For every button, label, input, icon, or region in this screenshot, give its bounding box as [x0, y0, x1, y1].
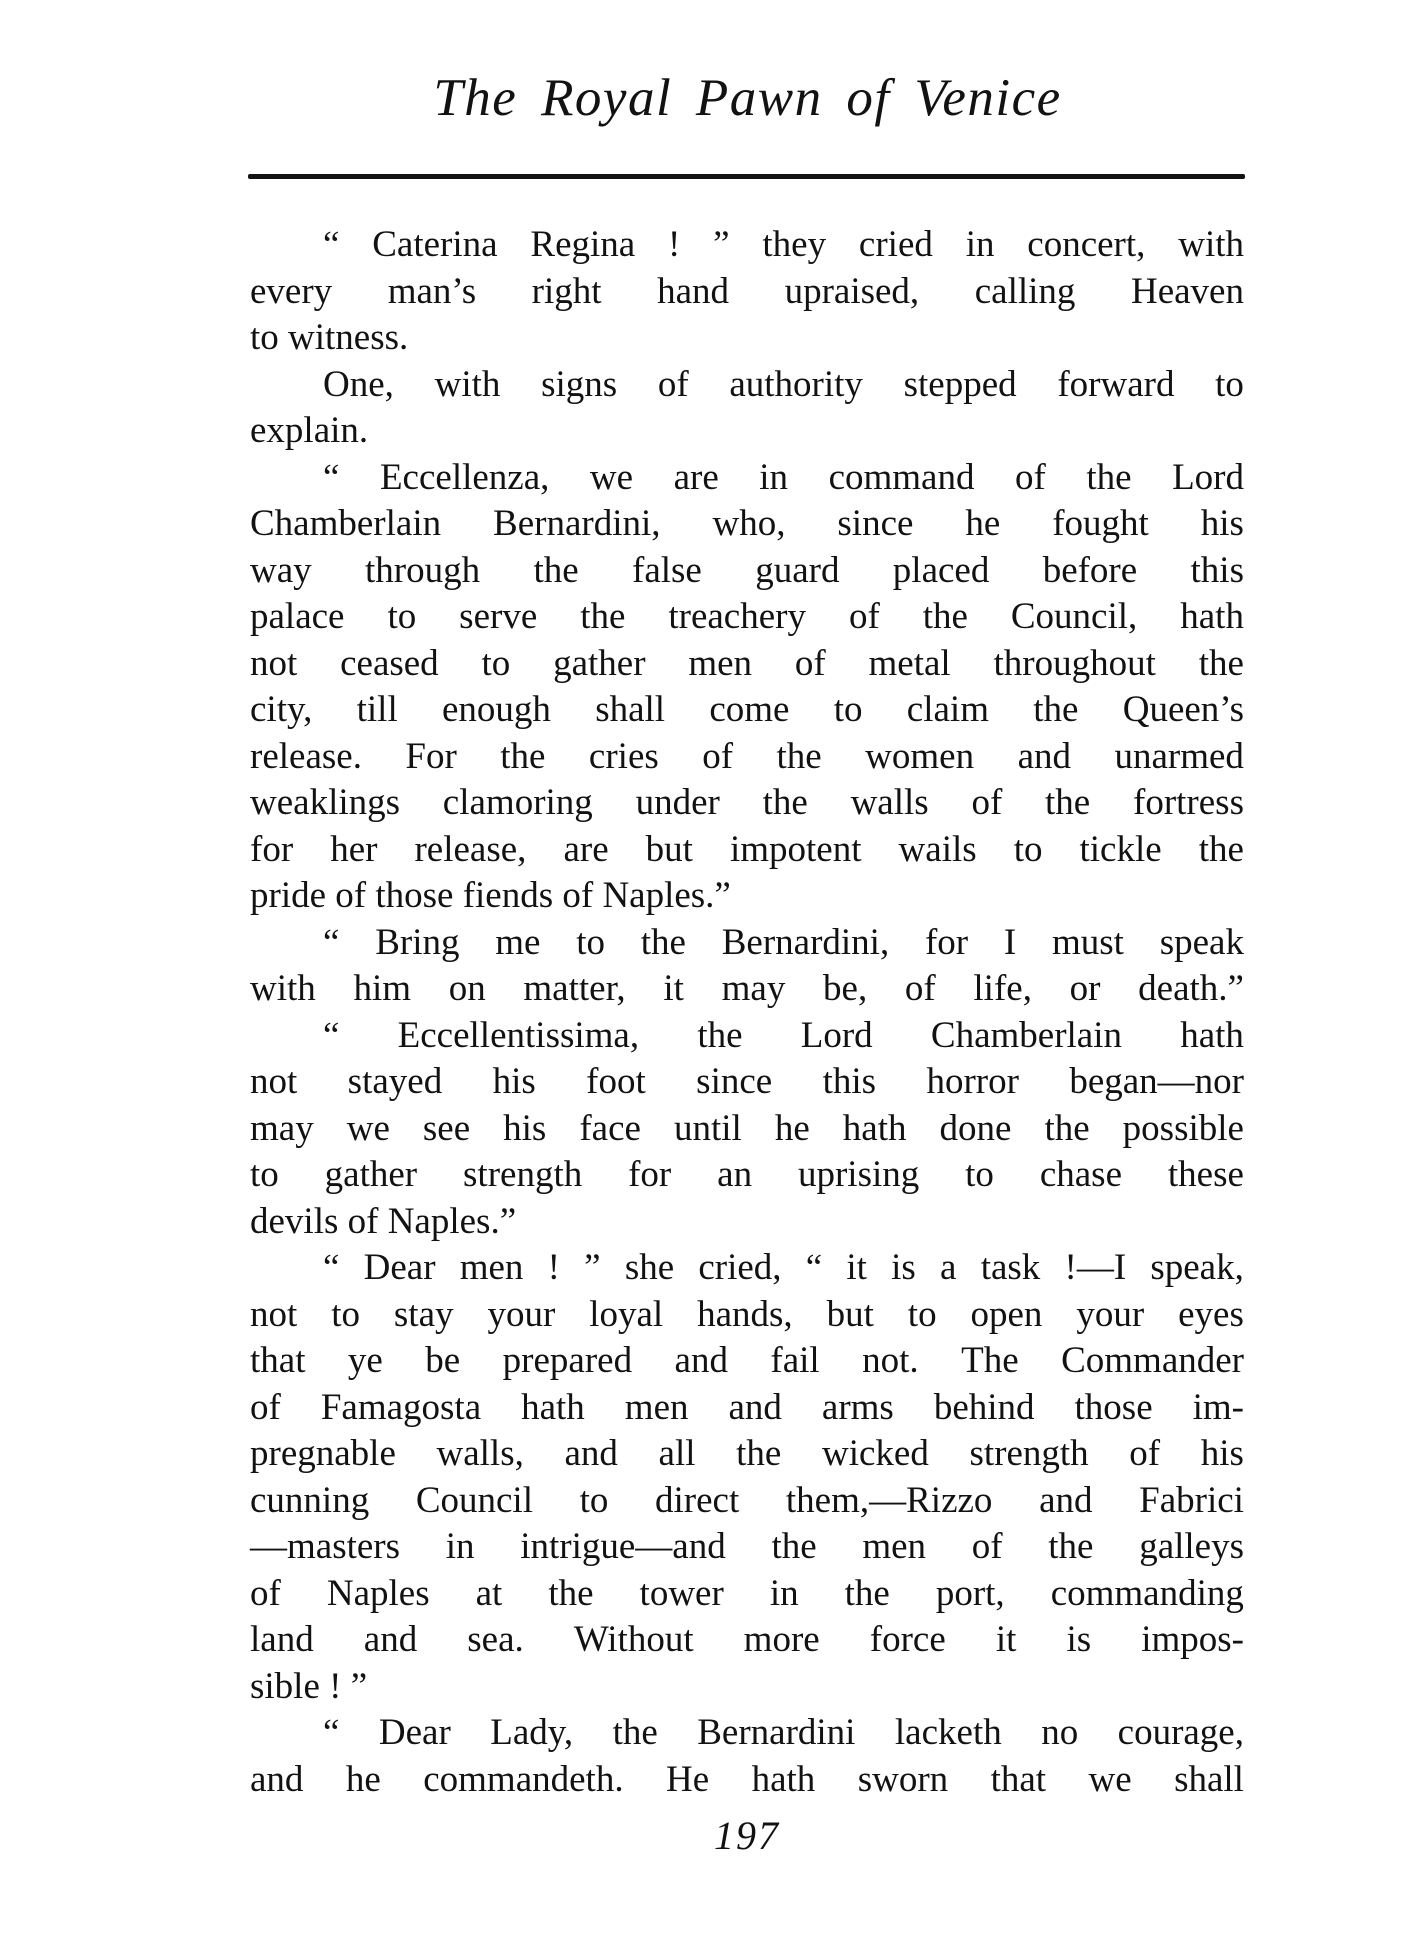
text-line: weaklings clamoring under the walls of the fortress	[250, 782, 1244, 823]
text-line: not ceased to gather men of metal throughout the	[250, 642, 1244, 684]
text-line: with him on matter, it may be, of life, or death.”	[250, 968, 1244, 1009]
text-line: pride of those fiends of Naples.”	[250, 875, 731, 916]
text-line: explain.	[250, 410, 369, 451]
header-rule	[248, 174, 1245, 179]
page-text	[250, 222, 1244, 1803]
text-line: may we see his face until he hath done the possible	[250, 1107, 1244, 1149]
running-title: The Royal Pawn of Venice	[433, 69, 1062, 127]
text-line: “ Caterina Regina ! ” they cried in concert, with	[323, 224, 1244, 265]
text-line: devils of Naples.”	[250, 1200, 517, 1242]
text-line: way through the false guard placed before this	[250, 549, 1244, 591]
text-line: for her release, are but impotent wails to tickle the	[250, 828, 1244, 870]
text-line: “ Eccellentissima, the Lord Chamberlain hath	[323, 1014, 1244, 1056]
text-line: One, with signs of authority stepped forward to	[323, 363, 1244, 405]
text-line: that ye be prepared and fail not. The Commander	[250, 1340, 1244, 1381]
page-number: 197	[714, 1813, 780, 1858]
text-line: sible ! ”	[250, 1665, 368, 1707]
text-line: of Naples at the tower in the port, commanding	[250, 1572, 1244, 1614]
text-line: city, till enough shall come to claim the Queen’s	[250, 689, 1244, 730]
text-line: “ Dear men ! ” she cried, “ it is a task !—I speak,	[323, 1247, 1244, 1288]
text-line: pregnable walls, and all the wicked strength of his	[250, 1433, 1244, 1474]
text-line: not to stay your loyal hands, but to open your eyes	[250, 1293, 1244, 1335]
text-line: to gather strength for an uprising to chase these	[250, 1154, 1244, 1195]
text-line: to witness.	[250, 317, 409, 358]
text-line: palace to serve the treachery of the Council, hath	[250, 596, 1244, 637]
text-line: Chamberlain Bernardini, who, since he fought his	[250, 503, 1244, 544]
text-line: land and sea. Without more force it is impos-	[250, 1619, 1244, 1660]
text-line: every man’s right hand upraised, calling Heaven	[250, 270, 1244, 312]
text-line: not stayed his foot since this horror began—nor	[250, 1061, 1244, 1102]
text-line: of Famagosta hath men and arms behind those im-	[250, 1386, 1244, 1428]
text-line: release. For the cries of the women and unarmed	[250, 735, 1244, 777]
text-line: cunning Council to direct them,—Rizzo and Fabrici	[250, 1479, 1244, 1521]
text-line: and he commandeth. He hath sworn that we shall	[250, 1758, 1244, 1800]
text-line: “ Bring me to the Bernardini, for I must speak	[323, 921, 1244, 963]
text-line: —masters in intrigue—and the men of the galleys	[250, 1526, 1244, 1567]
text-line: “ Dear Lady, the Bernardini lacketh no courage,	[323, 1712, 1244, 1753]
text-line: “ Eccellenza, we are in command of the Lord	[323, 456, 1244, 498]
